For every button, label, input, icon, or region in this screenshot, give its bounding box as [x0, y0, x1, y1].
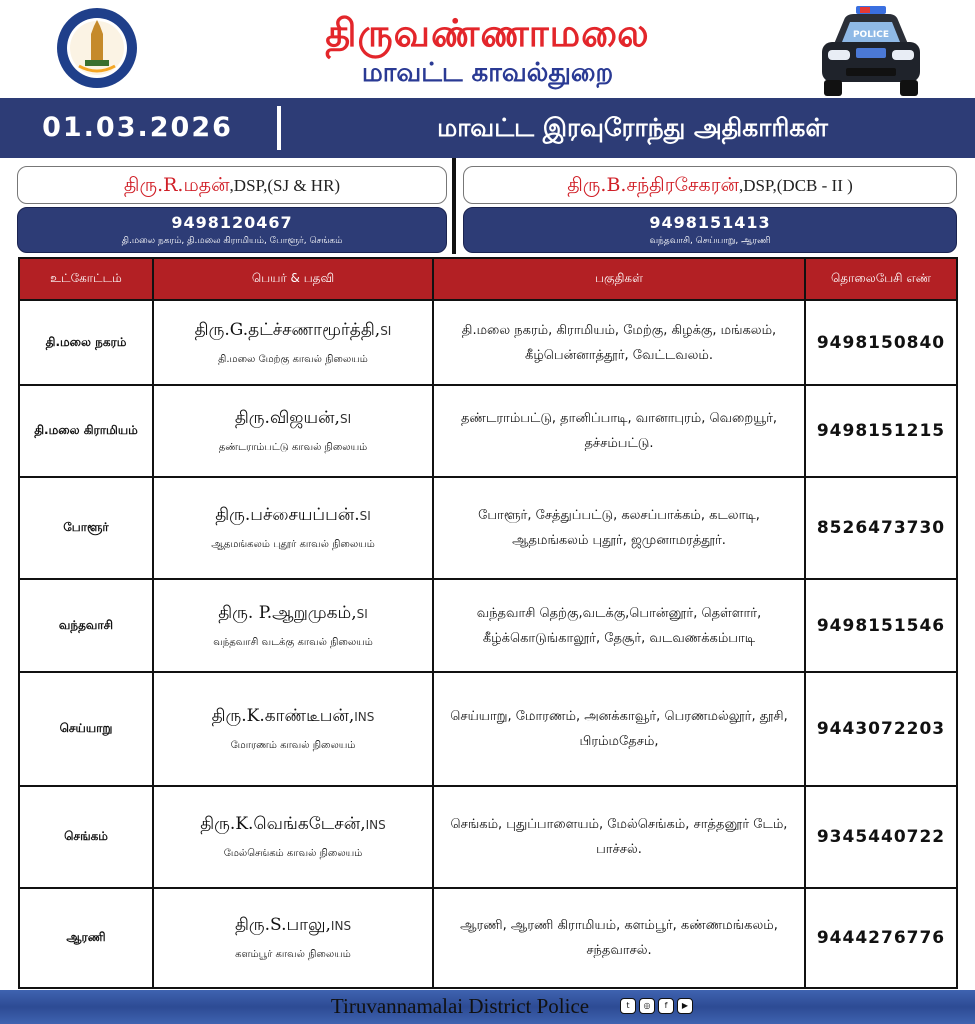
- police-station: தண்டராம்பட்டு காவல் நிலையம்: [218, 442, 368, 453]
- table-row: [19, 477, 957, 579]
- phone-cell: 9444276776: [805, 888, 957, 988]
- officer-cell: [153, 786, 433, 888]
- areas-cell: வந்தவாசி தெற்கு,வடக்கு,பொன்னூர், தெள்ளார், கீழ்க்கொடுங்காலூர், தேசூர், வடவணக்கம்பாடி: [433, 579, 805, 672]
- dsp-phone: 9498120467: [171, 213, 293, 232]
- officer-cell: [153, 300, 433, 385]
- officer-rank: SI: [339, 412, 352, 426]
- subdivision-cell: ஆரணி: [19, 888, 153, 988]
- dsp-rank: ,DSP,(DCB - II ): [738, 176, 853, 195]
- header-areas: பகுதிகள்: [433, 258, 805, 300]
- areas-cell: செய்யாறு, மோரணம், அனக்காவூர், பெரணமல்லூர், தூசி, பிரம்மதேசம்,: [433, 672, 805, 786]
- subdivision-cell: போளூர்: [19, 477, 153, 579]
- table-row: [19, 300, 957, 385]
- dsp-phone: 9498151413: [649, 213, 771, 232]
- dsp-areas: வந்தவாசி, செய்யாறு, ஆரணி: [649, 236, 771, 246]
- car-police-label: POLICE: [852, 30, 890, 40]
- phone-cell: 9498151546: [805, 579, 957, 672]
- officer-cell: [153, 477, 433, 579]
- table-header-row: [19, 258, 957, 300]
- areas-cell: போளூர், சேத்துப்பட்டு, கலசப்பாக்கம், கடலாடி, ஆதமங்கலம் புதூர், ஜமுனாமரத்தூர்.: [433, 477, 805, 579]
- dsp-prefix: திரு.: [567, 174, 607, 196]
- facebook-icon[interactable]: f: [658, 998, 674, 1014]
- dsp-areas: தி.மலை நகரம், தி.மலை கிராமியம், போளூர், செங்கம்: [121, 236, 343, 246]
- officer-name: திரு.K.வெங்கடேசன்,: [200, 814, 366, 834]
- table-row: [19, 786, 957, 888]
- phone-cell: 9443072203: [805, 672, 957, 786]
- district-title: திருவண்ணாமலை: [325, 10, 650, 55]
- dsp-name: B.சந்திரசேகரன்: [606, 174, 739, 196]
- dsp-name: R.மதன்: [163, 174, 230, 196]
- police-station: வந்தவாசி வடக்கு காவல் நிலையம்: [213, 636, 373, 648]
- officer-name: திரு.K.காண்டீபன்,: [211, 706, 355, 726]
- officer-cell: [153, 672, 433, 786]
- officer-name: திரு.S.பாலு,: [234, 915, 331, 935]
- subdivision-cell: தி.மலை நகரம்: [19, 300, 153, 385]
- dsp-prefix: திரு.: [123, 174, 164, 196]
- table-row: [19, 385, 957, 477]
- subdivision-cell: தி.மலை கிராமியம்: [19, 385, 153, 477]
- police-car-icon: [812, 2, 930, 100]
- officer-rank: INS: [365, 818, 386, 832]
- officer-name: திரு.G.தட்ச்சணாமூர்த்தி,: [194, 319, 381, 340]
- header-phone: தொலைபேசி எண்: [805, 258, 957, 300]
- phone-cell: 9498151215: [805, 385, 957, 477]
- youtube-icon[interactable]: ▶: [677, 998, 693, 1014]
- officer-rank: SI: [359, 509, 371, 523]
- officer-rank: SI: [356, 606, 368, 621]
- officer-cell: [153, 888, 433, 988]
- officer-cell: [153, 385, 433, 477]
- areas-cell: செங்கம், புதுப்பாளையம், மேல்செங்கம், சாத்தனூர் டேம், பாச்சல்.: [433, 786, 805, 888]
- date: 01.03.2026: [42, 112, 233, 143]
- twitter-icon[interactable]: t: [620, 998, 636, 1014]
- officer-name: திரு.பச்சையப்பன்.: [215, 505, 360, 525]
- officer-rank: SI: [380, 323, 392, 338]
- phone-cell: 8526473730: [805, 477, 957, 579]
- phone-cell: 9345440722: [805, 786, 957, 888]
- dsp-phone-box-2: [463, 207, 957, 253]
- areas-cell: தி.மலை நகரம், கிராமியம், மேற்கு, கிழக்கு, மங்கலம், கீழ்பென்னாத்தூர், வேட்டவலம்.: [433, 300, 805, 385]
- dsp-divider: [452, 158, 456, 254]
- dsp-rank: ,DSP,(SJ & HR): [229, 176, 341, 195]
- areas-cell: தண்டராம்பட்டு, தானிப்பாடி, வானாபுரம், வெறையூர், தச்சம்பட்டு.: [433, 385, 805, 477]
- police-station: மேல்செங்கம் காவல் நிலையம்: [223, 848, 363, 859]
- footer-text: Tiruvannamalai District Police: [330, 994, 590, 1018]
- phone-cell: 9498150840: [805, 300, 957, 385]
- dsp-phone-box-1: [17, 207, 447, 253]
- table-row: [19, 888, 957, 988]
- police-station: களம்பூர் காவல் நிலையம்: [235, 949, 351, 960]
- police-station: தி.மலை மேற்கு காவல் நிலையம்: [218, 353, 368, 365]
- band-separator: [277, 106, 281, 150]
- table-row: [19, 672, 957, 786]
- header-subdivision: உட்கோட்டம்: [19, 258, 153, 300]
- subdivision-cell: செங்கம்: [19, 786, 153, 888]
- dsp-name-box-1: [17, 166, 447, 204]
- band-title: மாவட்ட இரவுரோந்து அதிகாரிகள்: [437, 113, 828, 142]
- header-name-rank: பெயர் & பதவி: [153, 258, 433, 300]
- officer-name: திரு. P.ஆறுமுகம்,: [218, 602, 357, 623]
- officer-name: திரு.விஜயன்,: [234, 408, 340, 428]
- officer-rank: INS: [330, 919, 352, 933]
- district-subtitle: மாவட்ட காவல்துறை: [361, 58, 614, 88]
- areas-cell: ஆரணி, ஆரணி கிராமியம், களம்பூர், கண்ணமங்கலம், சந்தவாசல்.: [433, 888, 805, 988]
- instagram-icon[interactable]: ◎: [639, 998, 655, 1014]
- officer-rank: INS: [354, 710, 375, 724]
- police-station: மோரணம் காவல் நிலையம்: [230, 740, 356, 751]
- dsp-name-box-2: [463, 166, 957, 204]
- officer-cell: [153, 579, 433, 672]
- officers-table: [18, 257, 958, 989]
- table-row: [19, 579, 957, 672]
- subdivision-cell: செய்யாறு: [19, 672, 153, 786]
- police-station: ஆதமங்கலம் புதூர் காவல் நிலையம்: [211, 539, 375, 550]
- subdivision-cell: வந்தவாசி: [19, 579, 153, 672]
